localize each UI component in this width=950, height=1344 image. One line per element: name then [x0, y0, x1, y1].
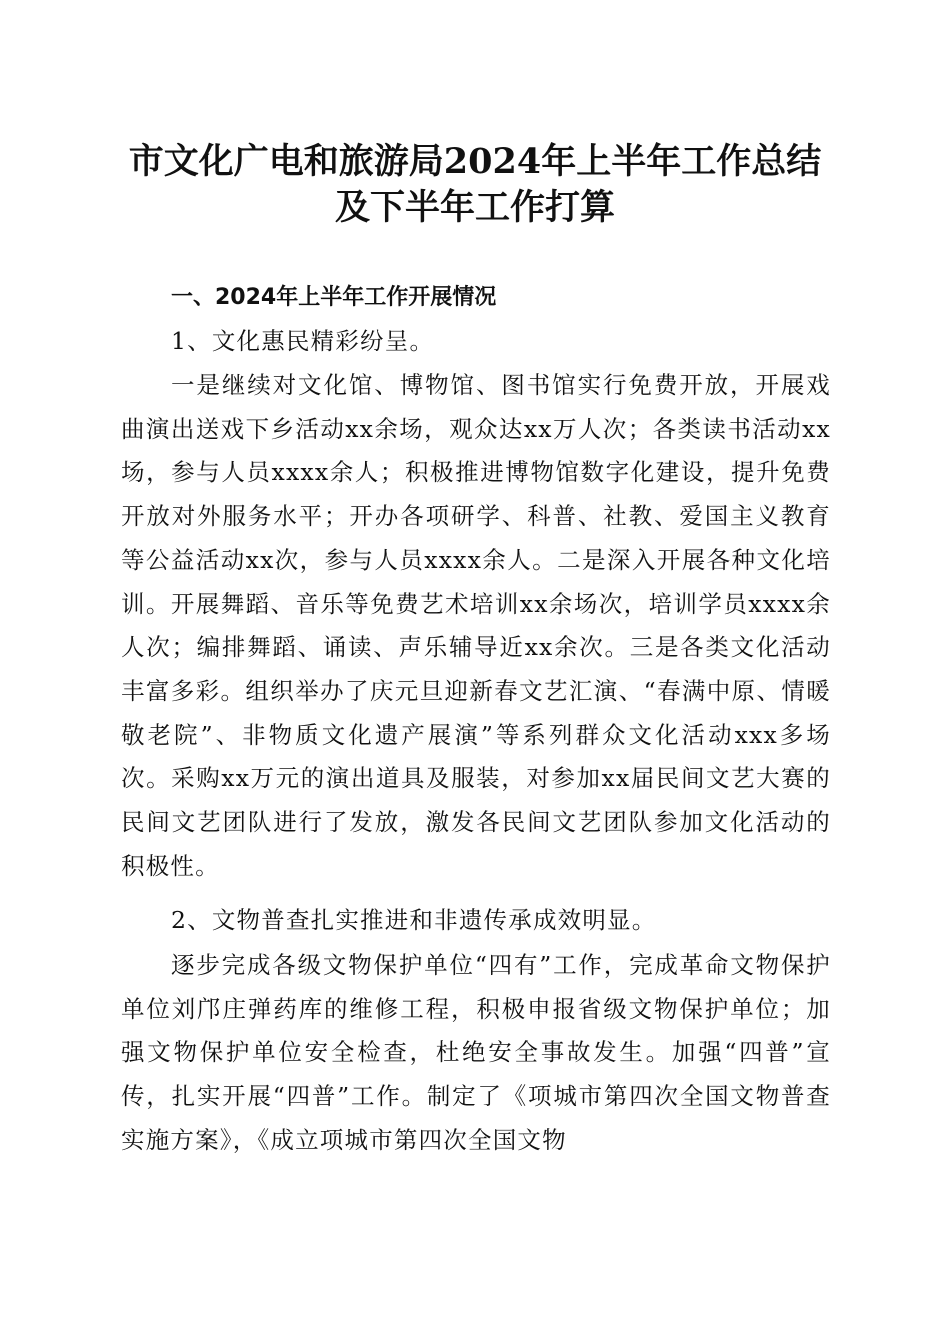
- subsection-heading-1: 1、文化惠民精彩纷呈。: [171, 327, 435, 355]
- paragraph-1: 一是继续对文化馆、博物馆、图书馆实行免费开放，开展戏曲演出送戏下乡活动xx余场，观众达xx万人次；各类读书活动xx场，参与人员xxxx余人；积极推进博物馆数字化建设，提升免费开放对外服务水平；开办各项研学、科普、社教、爱国主义教育等公益活动xx次，参与人员xxxx余人。二是深入开展各种文化培训。开展舞蹈、音乐等免费艺术培训xx余场次，培训学员xxxx余人次；编排舞蹈、诵读、声乐辅导近xx余次。三是各类文化活动丰富多彩。组织举办了庆元旦迎新春文艺汇演、“春满中原、情暖敬老院”、非物质文化遗产展演”等系列群众文化活动xxx多场次。采购xx万元的演出道具及服装，对参加xx届民间文艺大赛的民间文艺团队进行了发放，激发各民间文艺团队参加文化活动的积极性。: [121, 371, 831, 880]
- document-title-line-2: 及下半年工作打算: [334, 187, 615, 228]
- section-heading: 一、2024年上半年工作开展情况: [171, 285, 497, 310]
- paragraph-2: 逐步完成各级文物保护单位“四有”工作，完成革命文物保护单位刘邝庄弹药库的维修工程，积极申报省级文物保护单位；加强文物保护单位安全检查，杜绝安全事故发生。加强“四普”宣传，扎实开展“四普”工作。制定了《项城市第四次全国文物普查实施方案》，《成立项城市第四次全国文物: [121, 951, 831, 1154]
- subsection-heading-2: 2、文物普查扎实推进和非遗传承成效明显。: [171, 906, 657, 934]
- document-title-line-1: 市文化广电和旅游局2024年上半年工作总结: [128, 141, 822, 182]
